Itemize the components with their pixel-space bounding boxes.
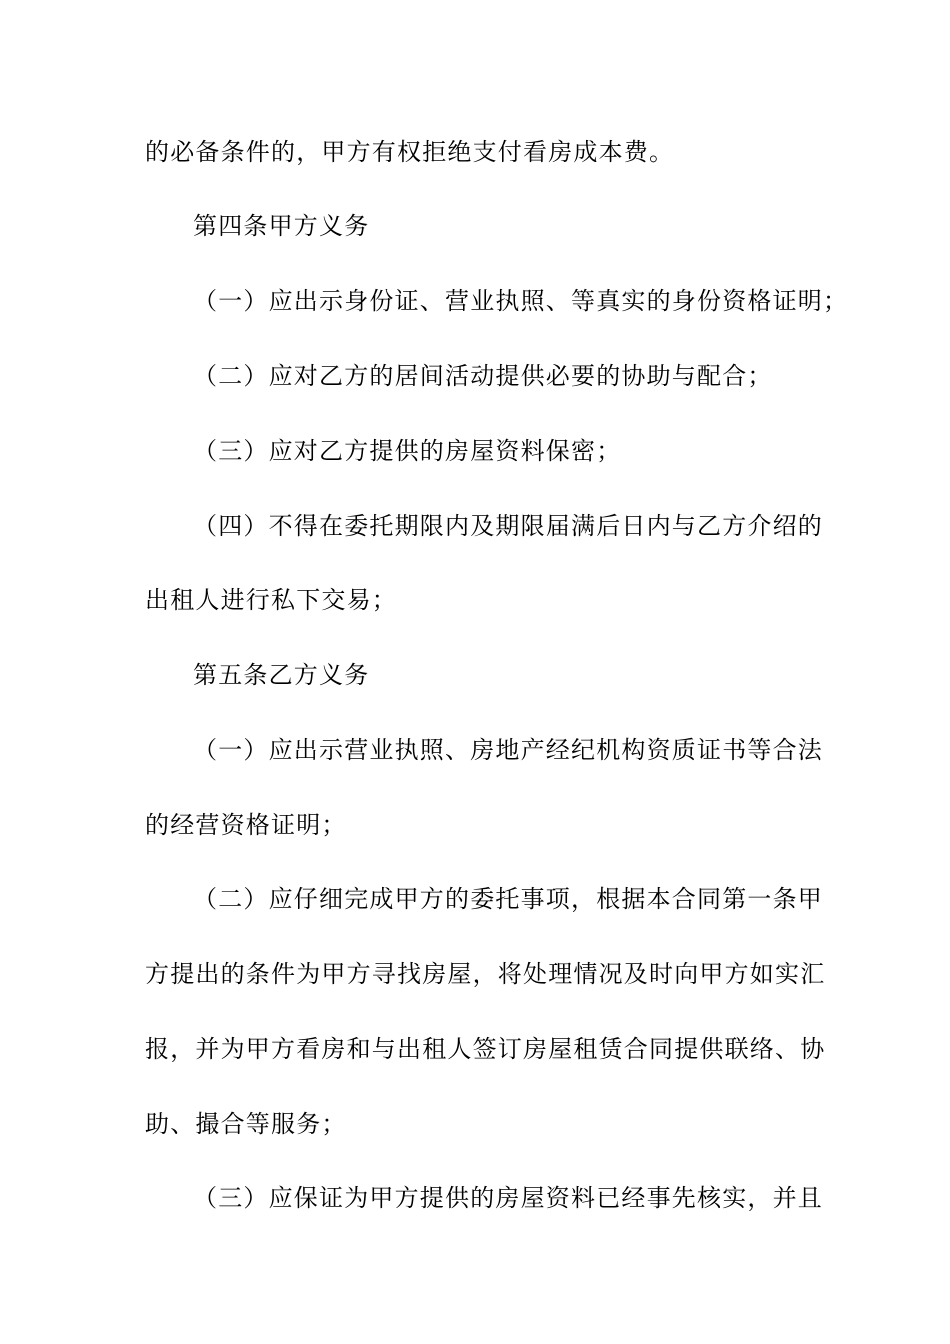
paragraph-line: （四）不得在委托期限内及期限届满后日内与乙方介绍的	[193, 512, 823, 540]
section-heading-article-4: 第四条甲方义务	[193, 212, 370, 240]
paragraph-line: 的经营资格证明；	[145, 811, 347, 839]
paragraph-line: 报，并为甲方看房和与出租人签订房屋租赁合同提供联络、协	[145, 1035, 826, 1063]
paragraph-line: 方提出的条件为甲方寻找房屋，将处理情况及时向甲方如实汇	[145, 960, 826, 988]
section-heading-article-5: 第五条乙方义务	[193, 661, 370, 689]
paragraph-line: 出租人进行私下交易；	[145, 586, 397, 614]
paragraph-line: （三）应对乙方提供的房屋资料保密；	[193, 437, 622, 465]
paragraph-line: （三）应保证为甲方提供的房屋资料已经事先核实，并且	[193, 1184, 823, 1212]
paragraph-line: （二）应对乙方的居间活动提供必要的协助与配合；	[193, 362, 773, 390]
paragraph-line: （一）应出示身份证、营业执照、等真实的身份资格证明；	[193, 287, 849, 315]
paragraph-line: （一）应出示营业执照、房地产经纪机构资质证书等合法	[193, 736, 823, 764]
paragraph-line: 的必备条件的，甲方有权拒绝支付看房成本费。	[145, 138, 675, 166]
paragraph-line: 助、撮合等服务；	[145, 1110, 347, 1138]
paragraph-line: （二）应仔细完成甲方的委托事项，根据本合同第一条甲	[193, 885, 823, 913]
